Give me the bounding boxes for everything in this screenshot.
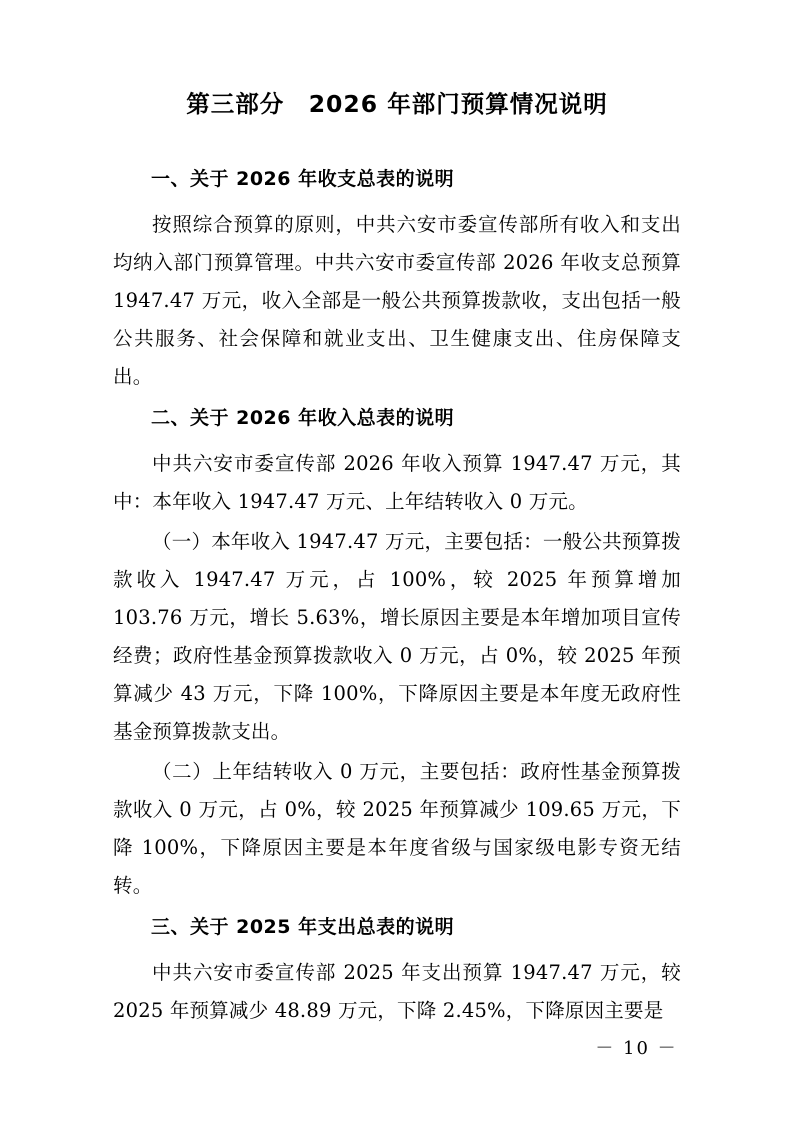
section-heading-2: 二、关于 2026 年收入总表的说明 (151, 407, 455, 430)
page-title: 第三部分 2026 年部门预算情况说明 (186, 90, 608, 118)
section-2-paragraph-3: （二）上年结转收入 0 万元，主要包括：政府性基金预算拨款收入 0 万元，占 0%，较 2025 年预算减少 109.65 万元，下降 100%，下降原因主要是本年度省级与国家级电影专资无结转。 (113, 760, 681, 898)
section-1-paragraph-1: 按照综合预算的原则，中共六安市委宣传部所有收入和支出均纳入部门预算管理。中共六安市委宣传部 2026 年收支总预算 1947.47 万元，收入全部是一般公共预算拨款收，支出包括一般公共服务、社会保障和就业支出、卫生健康支出、住房保障支出。 (113, 212, 681, 388)
section-3-paragraph-1: 中共六安市委宣传部 2025 年支出预算 1947.47 万元，较 2025 年预算减少 48.89 万元，下降 2.45%，下降原因主要是 (113, 961, 681, 1023)
section-heading-3: 三、关于 2025 年支出总表的说明 (151, 916, 455, 939)
page-number: － 10 － (595, 1038, 678, 1059)
section-2-paragraph-1: 中共六安市委宣传部 2026 年收入预算 1947.47 万元，其中：本年收入 1947.47 万元、上年结转收入 0 万元。 (113, 452, 681, 514)
document-body (113, 88, 681, 1032)
section-2-paragraph-2: （一）本年收入 1947.47 万元，主要包括：一般公共预算拨款收入 1947.47 万元，占 100%，较 2025 年预算增加 103.76 万元，增长 5.63%，增长原因主要是本年增加项目宣传经费；政府性基金预算拨款收入 0 万元，占 0%，较 2025 年预算减少 43 万元，下降 100%，下降原因主要是本年度无政府性基金预算拨款支出。 (113, 530, 681, 744)
section-heading-1: 一、关于 2026 年收支总表的说明 (151, 167, 455, 190)
